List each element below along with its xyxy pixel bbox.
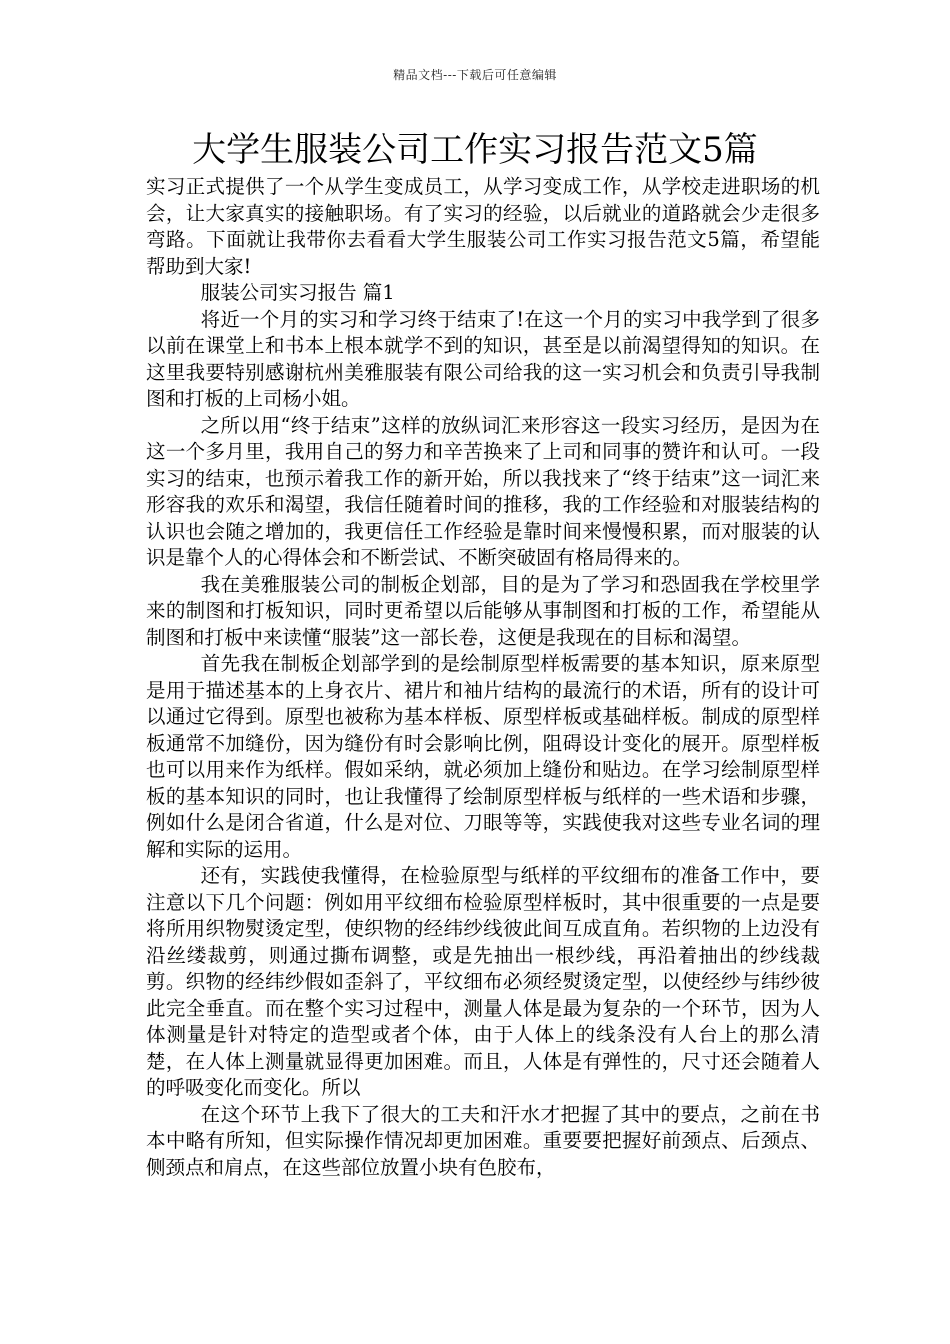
paragraph: 我在美雅服装公司的制板企划部，目的是为了学习和恐固我在学校里学来的制图和打板知识，同时更希望以后能够从事制图和打板的工作，希望能从制图和打板中来读懂“服装”这一部长卷，这便是我现在的目标和渴望。	[146, 572, 820, 649]
paragraph: 将近一个月的实习和学习终于结束了!在这一个月的实习中我学到了很多以前在课堂上和书本上根本就学不到的知识，甚至是以前渴望得知的知识。在这里我要特别感谢杭州美雅服装有限公司给我的这一实习机会和负责引导我制图和打板的上司杨小姐。	[146, 307, 820, 410]
paragraph: 还有，实践使我懂得，在检验原型与纸样的平纹细布的准备工作中，要注意以下几个问题：例如用平纹细布检验原型样板时，其中很重要的一点是要将所用织物熨烫定型，使织物的经纬纱线彼此间互成直角。若织物的上边没有沿丝缕裁剪，则通过撕布调整，或是先抽出一根纱线，再沿着抽出的纱线裁剪。织物的经纬纱假如歪斜了，平纹细布必须经熨烫定型，以使经纱与纬纱彼此完全垂直。而在整个实习过程中，测量人体是最为复杂的一个环节，因为人体测量是针对特定的造型或者个体，由于人体上的线条没有人台上的那么清楚，在人体上测量就显得更加困难。而且，人体是有弹性的，尺寸还会随着人的呼吸变化而变化。所以	[146, 864, 820, 1099]
document-body	[146, 174, 820, 1181]
intro-paragraph: 实习正式提供了一个从学生变成员工，从学习变成工作，从学校走进职场的机会，让大家真实的接触职场。有了实习的经验，以后就业的道路就会少走很多弯路。下面就让我带你去看看大学生服装公司工作实习报告范文5篇，希望能帮助到大家!	[146, 175, 820, 278]
paragraph: 之所以用“终于结束”这样的放纵词汇来形容这一段实习经历，是因为在这一个多月里，我用自己的努力和辛苦换来了上司和同事的赞许和认可。一段实习的结束，也预示着我工作的新开始，所以我找来了“终于结束”这一词汇来形容我的欢乐和渴望，我信任随着时间的推移，我的工作经验和对服装结构的认识也会随之增加的，我更信任工作经验是靠时间来慢慢积累，而对服装的认识是靠个人的心得体会和不断尝试、不断突破固有格局得来的。	[146, 413, 820, 569]
section-heading: 服装公司实习报告 篇1	[200, 281, 395, 304]
paragraph: 在这个环节上我下了很大的工夫和汗水才把握了其中的要点，之前在书本中略有所知，但实际操作情况却更加困难。重要要把握好前颈点、后颈点、侧颈点和肩点，在这些部位放置小块有色胶布，	[146, 1102, 820, 1179]
paragraph: 首先我在制板企划部学到的是绘制原型样板需要的基本知识，原来原型是用于描述基本的上身衣片、裙片和袖片结构的最流行的术语，所有的设计可以通过它得到。原型也被称为基本样板、原型样板或基础样板。制成的原型样板通常不加缝份，因为缝份有时会影响比例，阻碍设计变化的展开。原型样板也可以用来作为纸样。假如采纳，就必须加上缝份和贴边。在学习绘制原型样板的基本知识的同时，也让我懂得了绘制原型样板与纸样的一些术语和步骤，例如什么是闭合省道，什么是对位、刀眼等等，实践使我对这些专业名词的理解和实际的运用。	[146, 652, 820, 861]
document-title: 大学生服装公司工作实习报告范文5篇	[192, 130, 758, 170]
header-note: 精品文档---下载后可任意编辑	[393, 68, 557, 82]
